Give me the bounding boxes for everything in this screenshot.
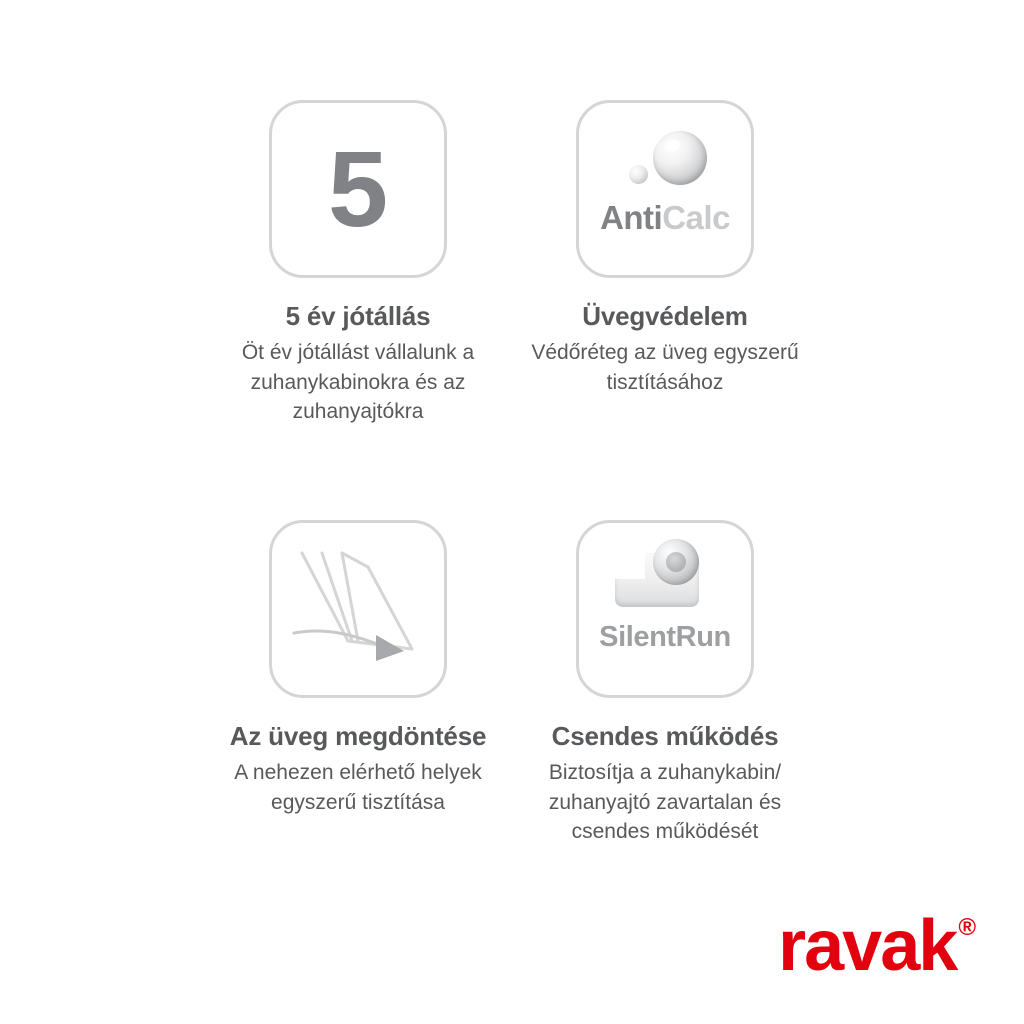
feature-description: Védőréteg az üveg egyszerű tisztításához <box>531 340 799 394</box>
anticalc-droplet-icon <box>579 103 751 275</box>
icon-box-silent-operation <box>576 520 754 698</box>
ravak-logo <box>778 906 974 986</box>
feature-title: Az üveg megdöntése <box>229 721 487 751</box>
feature-description: Biztosítja a zuhanykabin/ zuhanyajtó zavartalan és csendes működését <box>548 760 782 844</box>
feature-title: Csendes működés <box>551 721 779 751</box>
droplet-small-icon <box>629 165 648 184</box>
feature-card-silent-operation <box>515 520 815 847</box>
roller-wheel-icon <box>653 539 699 585</box>
feature-title: 5 év jótállás <box>285 301 431 331</box>
silentrun-badge: SilentRun <box>599 621 731 653</box>
icon-box-tilting-glass <box>269 520 447 698</box>
registered-mark: ® <box>958 914 974 941</box>
anticalc-badge <box>579 199 751 237</box>
feature-description: Öt év jótállást vállalunk a zuhanykabinokra és az zuhanyajtókra <box>241 340 475 424</box>
anticalc-badge-light: Calc <box>662 199 730 236</box>
feature-card-tilting-glass <box>208 520 508 817</box>
number-five-icon: 5 <box>327 128 389 249</box>
droplet-large-icon <box>653 131 707 185</box>
roller-notch-icon <box>615 553 645 579</box>
ravak-logo-text: ravak <box>778 906 957 986</box>
feature-description: A nehezen elérhető helyek egyszerű tisztítása <box>234 760 482 814</box>
anticalc-badge-dark: Anti <box>600 199 663 236</box>
icon-box-glass-protection <box>576 100 754 278</box>
feature-title: Üvegvédelem <box>582 301 748 331</box>
feature-card-glass-protection <box>515 100 815 397</box>
icon-box-warranty <box>269 100 447 278</box>
feature-card-warranty <box>208 100 508 427</box>
tilting-glass-icon <box>272 523 444 695</box>
